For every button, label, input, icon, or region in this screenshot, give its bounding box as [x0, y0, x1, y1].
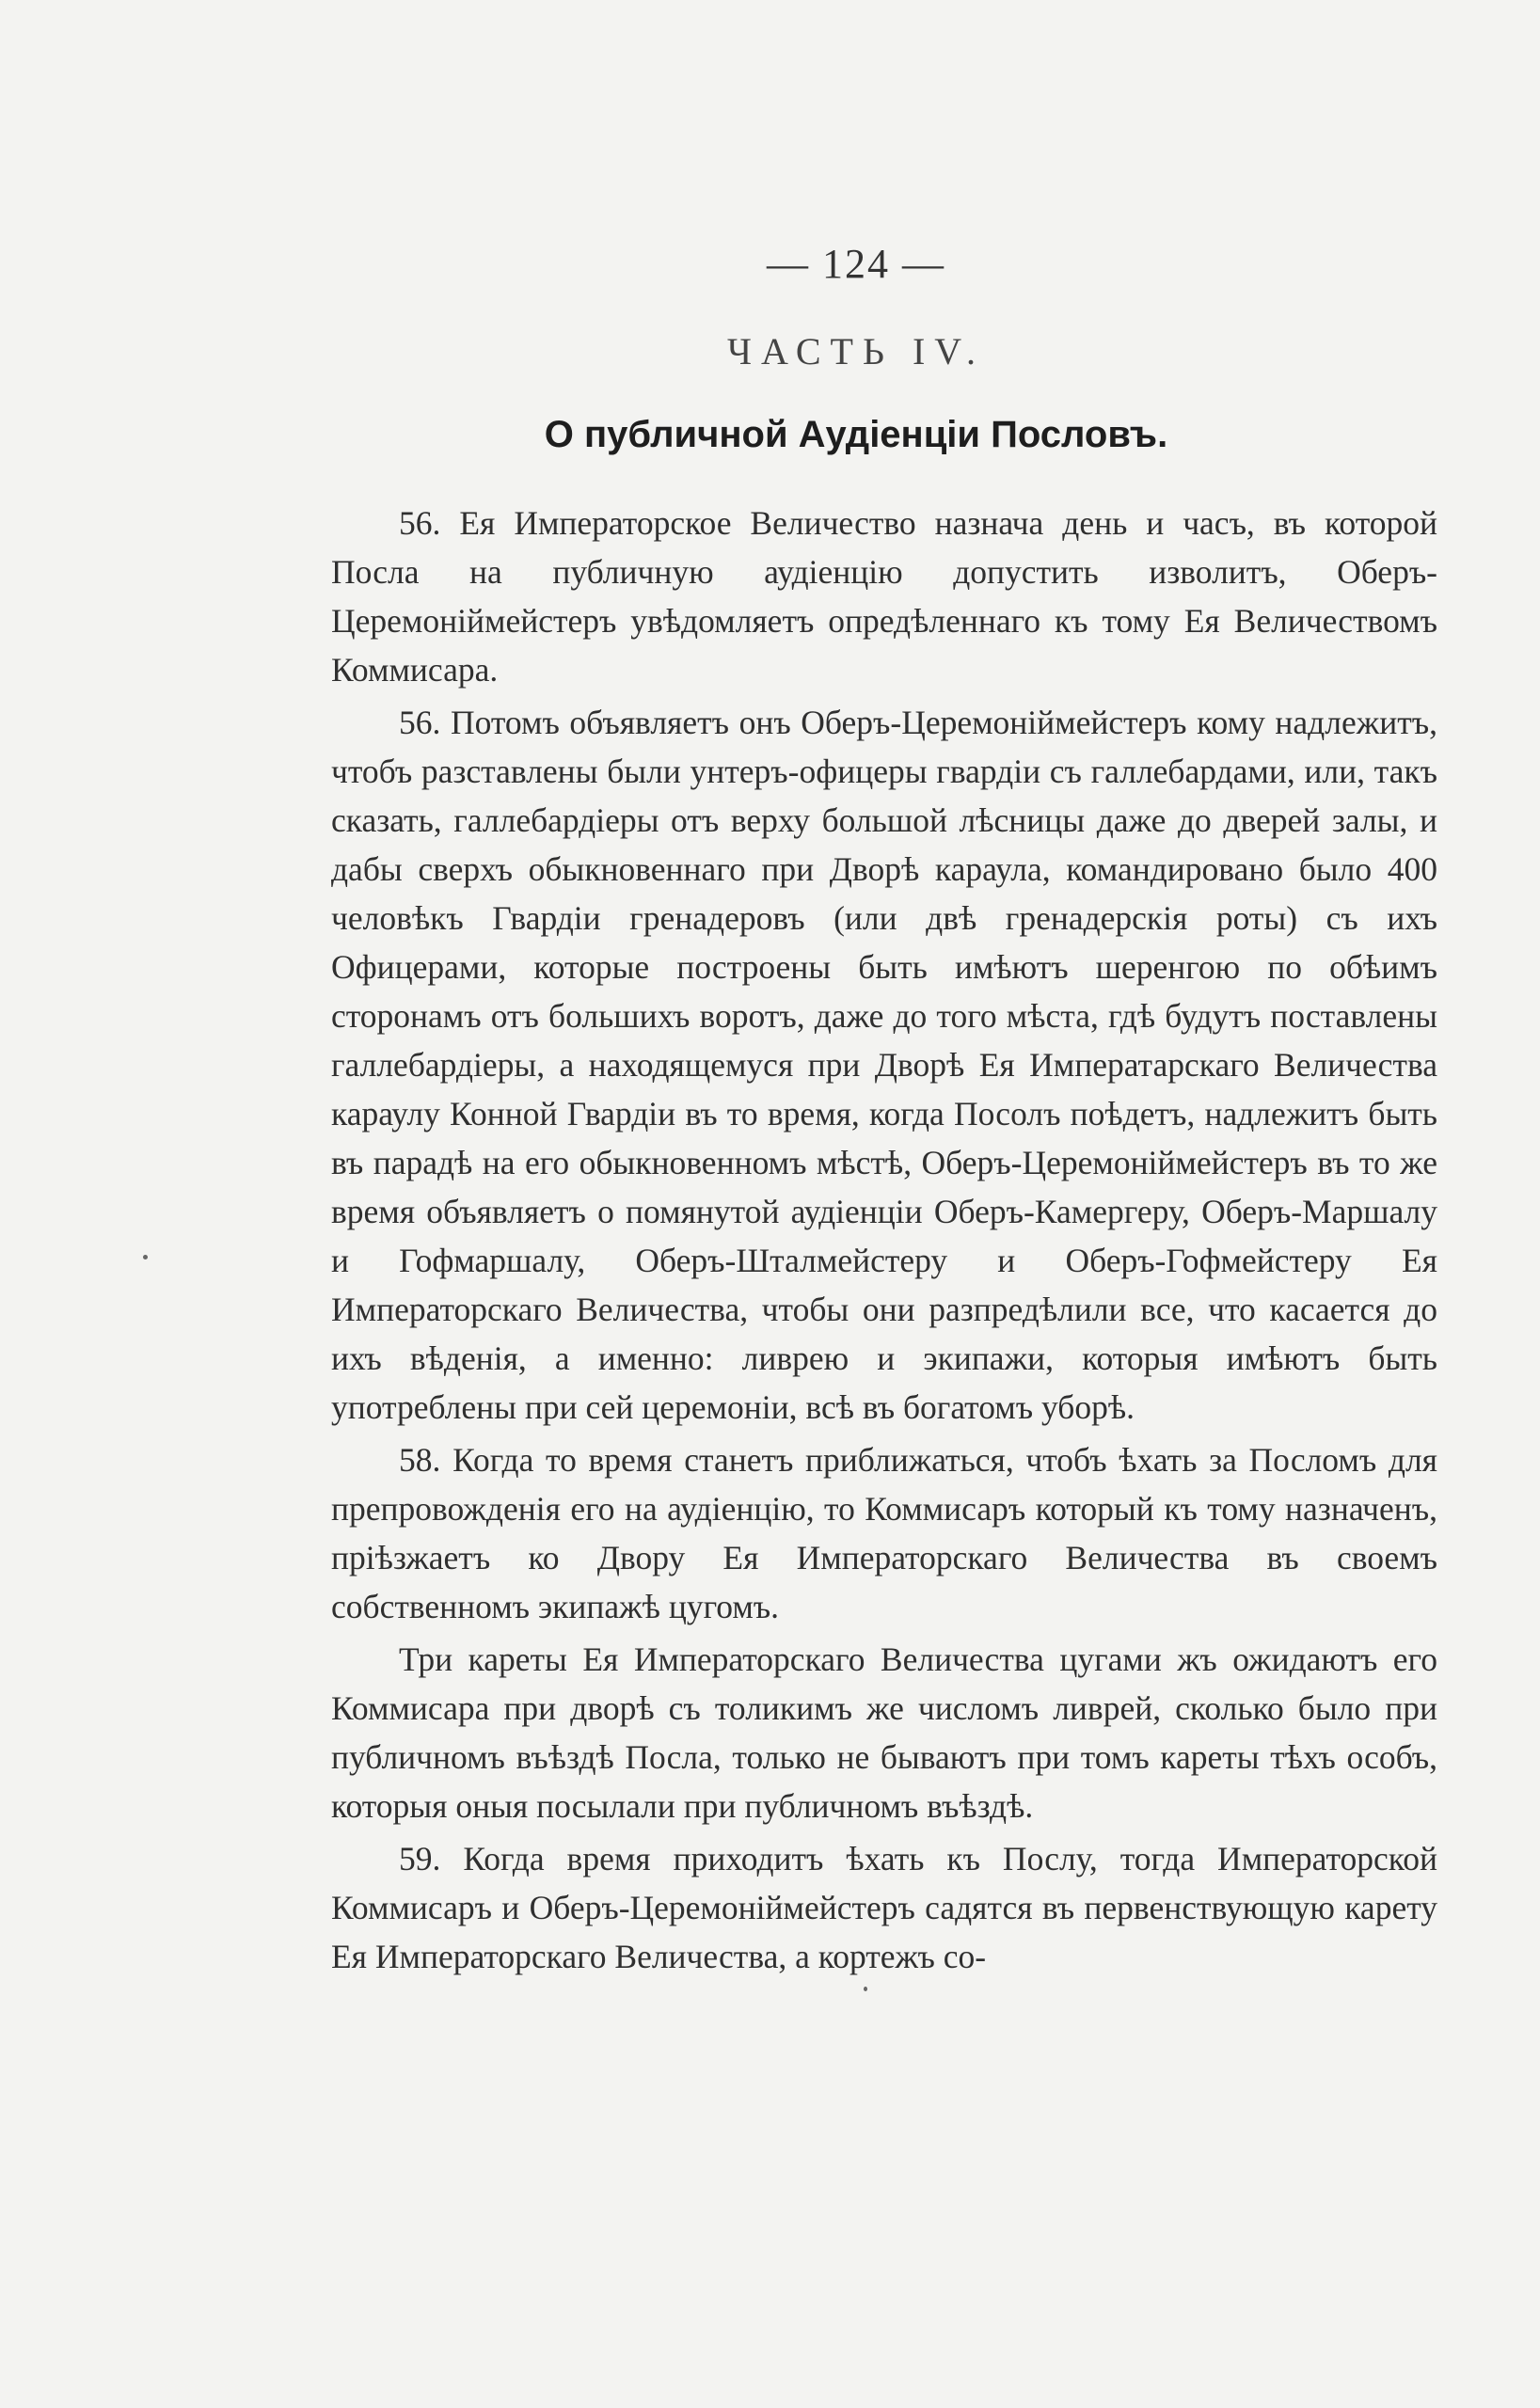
part-heading: ЧАСТЬ IV. [726, 330, 986, 372]
paragraph-58: 58. Когда то время станетъ приближаться, чтобъ ѣхать за Посломъ для препровожденія его на аудіенцію, то Коммисаръ который къ тому назначенъ, пріѣзжаетъ ко Двору Ея Императорскаго Величества въ своемъ собственномъ экипажѣ цугомъ. [331, 1441, 1437, 1625]
ink-speck [143, 1255, 148, 1259]
page-number: — 124 — [767, 241, 945, 287]
paragraph-56-first: 56. Ея Императорское Величество назнача день и часъ, въ которой Посла на публичную аудіенцію допустить изволитъ, Оберъ-Церемоніймейстеръ увѣдомляетъ опредѣленнаго къ тому Ея Величествомъ Коммисара. [331, 504, 1437, 689]
paragraph-carriages: Три кареты Ея Императорскаго Величества цугами жъ ожидаютъ его Коммисара при дворѣ съ толикимъ же числомъ ливрей, сколько было при публичномъ въѣздѣ Посла, только не бываютъ при томъ кареты тѣхъ особъ, которыя оныя посылали при публичномъ въѣздѣ. [331, 1640, 1437, 1825]
paragraph-59: 59. Когда время приходитъ ѣхать къ Послу, тогда Императорской Коммисаръ и Оберъ-Церемоніймейстеръ садятся въ первенствующую карету Ея Императорскаго Величества, а кортежъ со- [331, 1840, 1437, 1975]
paragraph-56-second: 56. Потомъ объявляетъ онъ Оберъ-Церемоніймейстеръ кому надлежитъ, чтобъ разставлены были унтеръ-офицеры гвардіи съ галлебардами, или, такъ сказать, галлебардіеры отъ верху большой лѣсницы даже до дверей залы, и дабы сверхъ обыкновеннаго при Дворѣ караула, командировано было 400 человѣкъ Гвардіи гренадеровъ (или двѣ гренадерскія роты) съ ихъ Офицерами, которые построены быть имѣютъ шеренгою по обѣимъ сторонамъ отъ большихъ воротъ, даже до того мѣста, гдѣ будутъ поставлены галлебардіеры, а находящемуся при Дворѣ Ея Императарскаго Величества караулу Конной Гвардіи въ то время, когда Посолъ поѣдетъ, надлежитъ быть въ парадѣ на его обыкновенномъ мѣстѣ, Оберъ-Церемоніймейстеръ въ то же время объявляетъ о помянутой аудіенціи Оберъ-Камергеру, Оберъ-Маршалу и Гофмаршалу, Оберъ-Шталмейстеру и Оберъ-Гофмейстеру Ея Императорскаго Величества, чтобы они разпредѣлили все, что касается до ихъ вѣденія, а именно: ливрею и экипажи, которыя имѣютъ быть употреблены при сей церемоніи, всѣ въ богатомъ уборѣ. [331, 704, 1437, 1426]
body-text [331, 499, 1437, 1981]
section-title: О публичной Аудіенціи Пословъ. [544, 414, 1168, 455]
ink-speck [864, 1987, 867, 1991]
